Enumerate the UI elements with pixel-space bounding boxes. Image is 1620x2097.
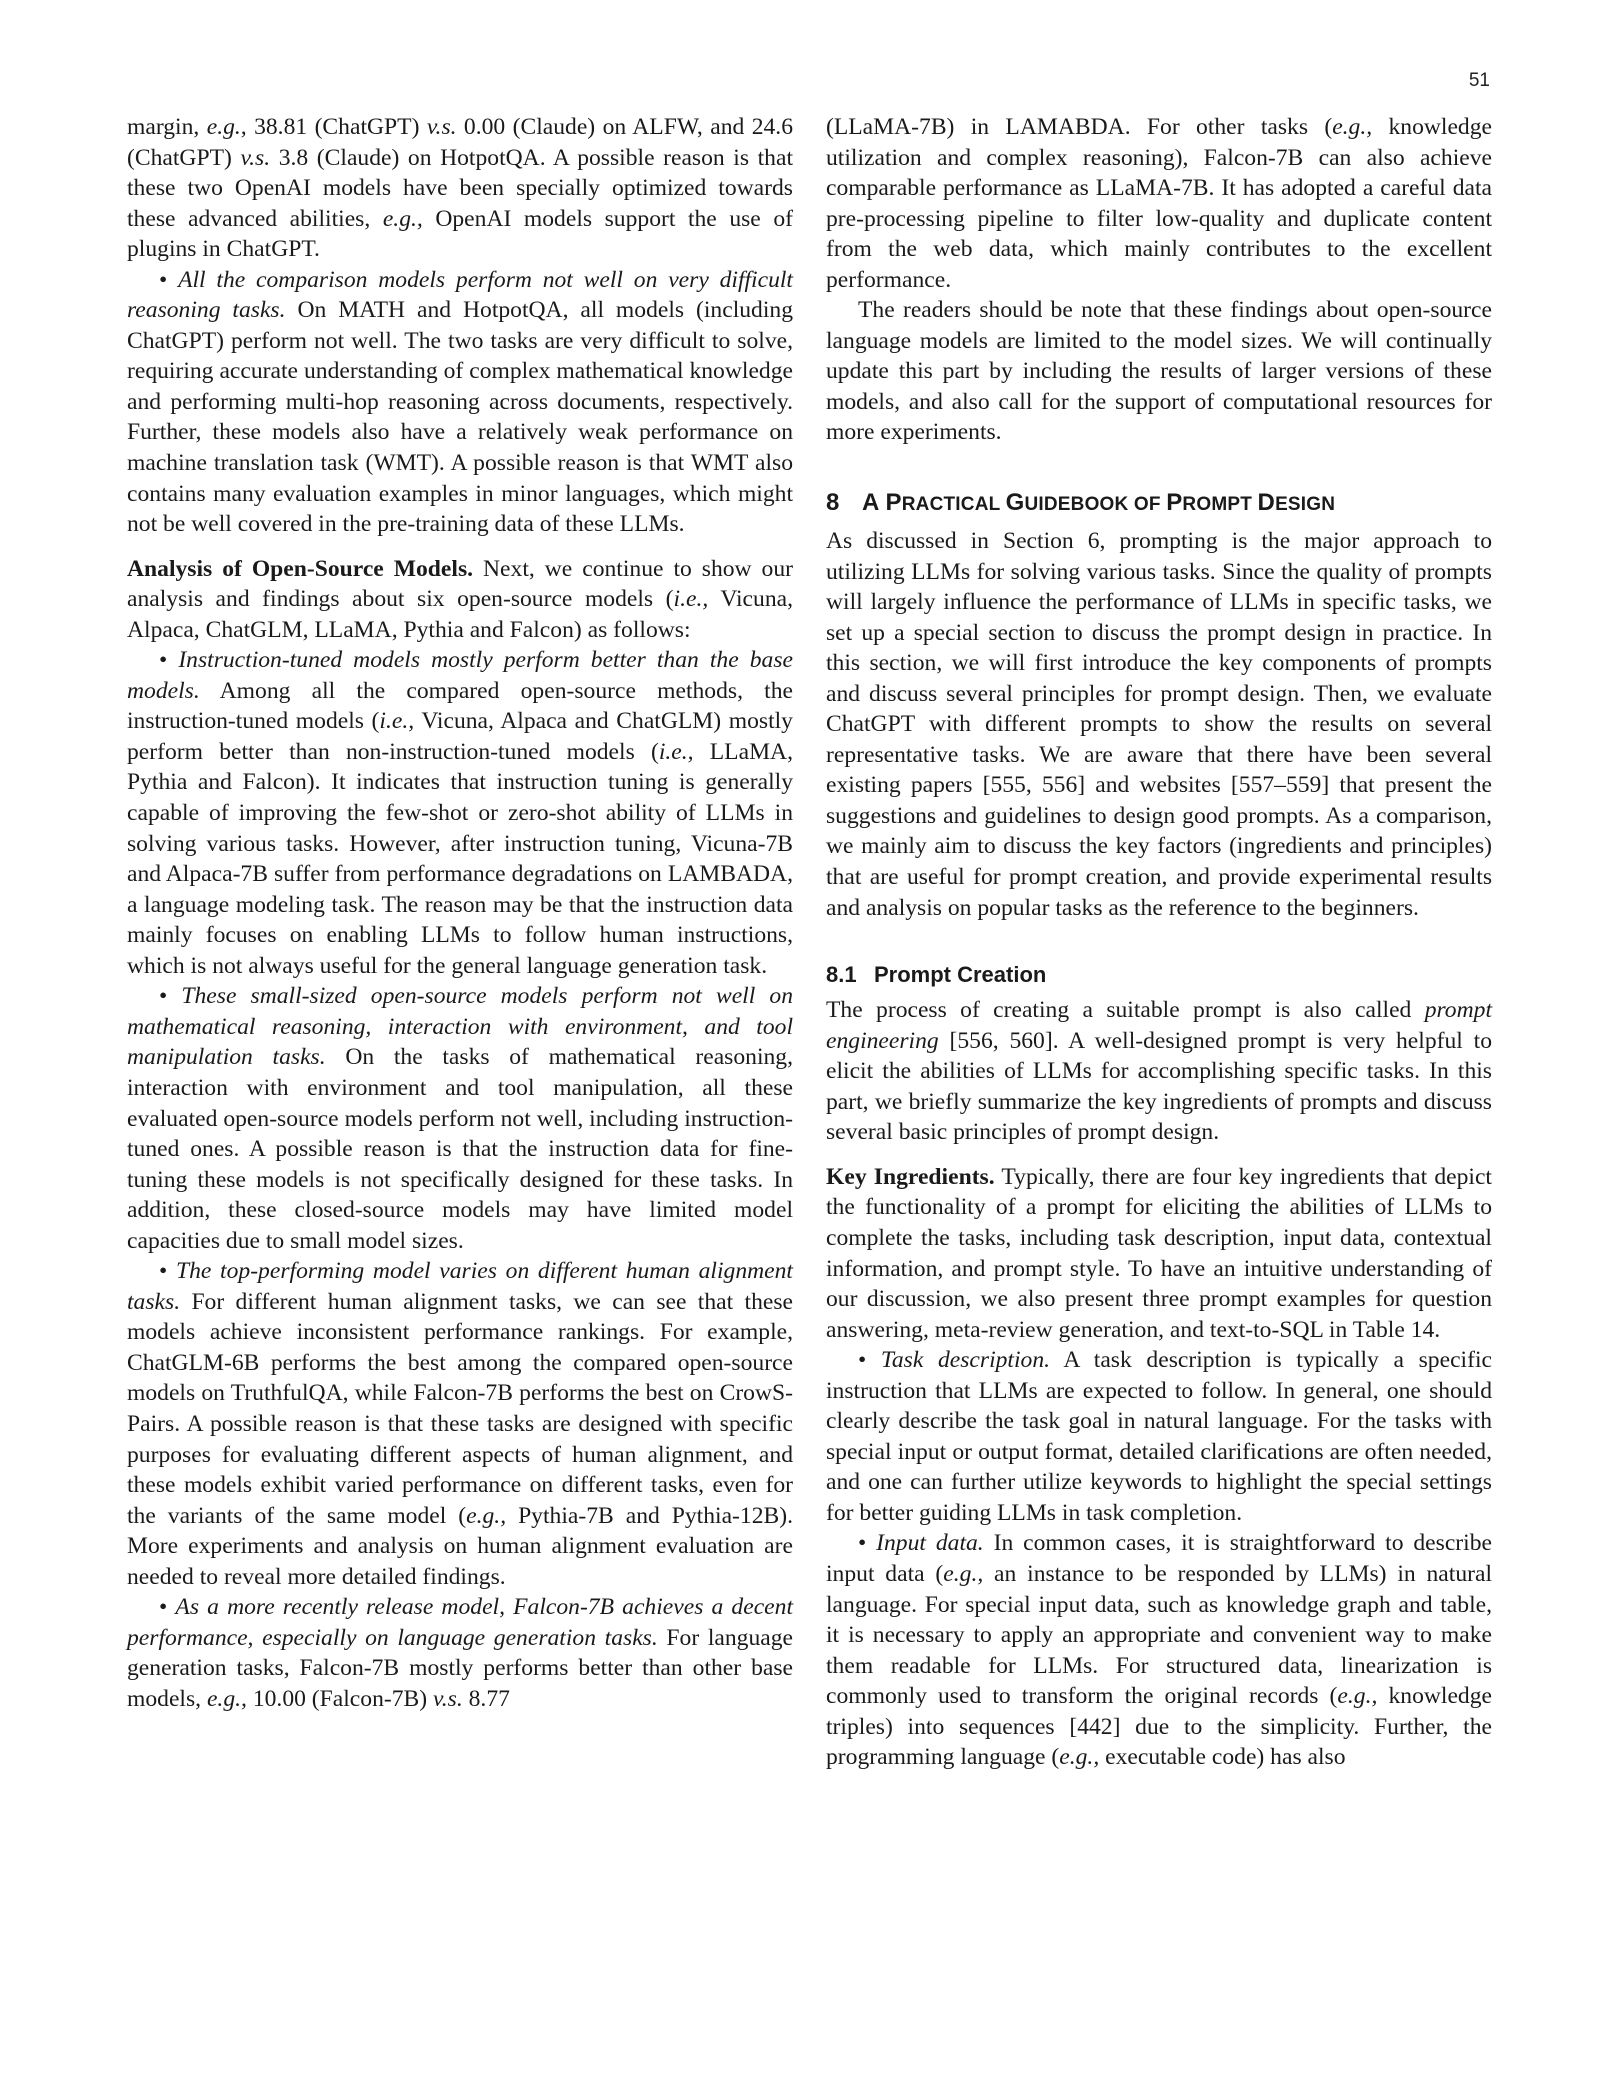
text: For different human alignment tasks, we can see that these models achieve inconsistent performance rankings. For example, ChatGLM-6B performs the best among the compared open-source models on TruthfulQA, while Falcon-7B performs the best on CrowS-Pairs. A possible reason is that these tasks are designed with specific purposes for evaluating different aspects of human alignment, and these models exhibit varied performance on different tasks, even for the variants of the same model ( [127,1288,793,1529]
bullet-body: A task description is typically a specific instruction that LLMs are expected to follow. In general, one should clearly describe the task goal in natural language. For the tasks with special input or output format, detailed clarifications are often needed, and one can further utilize keywords to highlight the special settings for better guiding LLMs in task completion. [826,1347,1492,1526]
text-italic: e.g., [206,114,247,140]
left-column [127,112,793,1714]
subsection-number: 8.1 [826,962,857,988]
text: 3.8 (Claude) on HotpotQA. A possible reason is that these two OpenAI models have been specially optimized towards these advanced abilities, [127,144,793,232]
text-italic: e.g., [1059,1744,1100,1771]
paragraph-readers-note: The readers should be note that these findings about open-source language models are limited to the model sizes. We will continually update this part by including the results of larger versions of these models, and also call for the support of computational resources for more experiments. [826,297,1492,446]
title-part-smallcaps: ESIGN [1275,494,1336,516]
bullet-title: • Instruction-tuned models mostly perform better than the base models. [127,647,793,704]
text: 38.81 (ChatGPT) [246,114,427,140]
paragraph-open-source-analysis [127,554,793,646]
text-italic: v.s. [426,114,457,140]
text: executable code) has also [1099,1744,1346,1771]
text: In common cases, it is straightforward to describe input data ( [826,1530,1492,1587]
title-part: A [862,489,886,517]
bullet-title: • The top-performing model varies on different human alignment tasks. [127,1258,793,1315]
bullet-task-description [826,1345,1492,1528]
text: knowledge utilization and complex reasoning), Falcon-7B can also achieve comparable performance as LLaMA-7B. It has adopted a careful data pre-processing pipeline to filter low-quality and duplicate content from the web data, which mainly contributes to the excellent performance. [826,114,1493,293]
section-number: 8 [826,489,840,517]
bullet-human-alignment [127,1256,793,1592]
bullet-falcon [127,1592,793,1714]
text: For language generation tasks, Falcon-7B mostly performs better than other base models, [127,1624,793,1712]
text: Vicuna, Alpaca, ChatGLM, LLaMA, Pythia and Falcon) as follows: [127,586,793,643]
text: Vicuna, Alpaca and ChatGLM) mostly perform better than non-instruction-tuned models ( [127,708,793,765]
text: (LLaMA-7B) in LAMABDA. For other tasks ( [826,114,1333,140]
bullet-hard-reasoning [127,265,793,540]
bullet-title: • Input data. [858,1530,984,1556]
text-italic: v.s. [433,1685,463,1712]
title-part: G [1005,489,1025,517]
bullet-title: • These small-sized open-source models perform not well on mathematical reasoning, interaction with environment, and tool manipulation tasks. [127,983,793,1070]
title-part: D [1257,489,1276,517]
title-part-smallcaps: ROMPT [1182,494,1258,516]
title-part-smallcaps: RACTICAL [901,494,1006,516]
text-italic: i.e., [673,586,709,613]
text: an instance to be responded by LLMs) in natural language. For special input data, such as knowledge graph and table, it is necessary to apply an appropriate and convenient way to make them readable for LLMs. For structured data, linearization is commonly used to transform the original records ( [826,1560,1492,1710]
text-italic: e.g., [206,1685,247,1712]
right-column [826,112,1492,1773]
text: [556, 560]. A well-designed prompt is very helpful to elicit the abilities of LLMs for accomplishing specific tasks. In this part, we briefly summarize the key ingredients of prompts and discuss several basic principles of prompt design. [826,1027,1492,1146]
text-italic: prompt engineering [826,997,1492,1054]
paragraph-prompt-creation [826,995,1492,1148]
title-part: P [885,489,902,517]
text-italic: e.g., [943,1560,984,1587]
paragraph-closed-source-margin [127,112,793,265]
title-part-smallcaps: UIDEBOOK OF [1024,494,1167,516]
text: Pythia-7B and Pythia-12B). More experiments and analysis on human alignment evaluation are needed to reveal more detailed findings. [127,1502,793,1590]
text-italic: i.e., [658,738,694,765]
text: margin, [127,114,207,140]
text-italic: v.s. [240,144,271,171]
paragraph-key-ingredients [826,1162,1492,1345]
bullet-title: • As a more recently release model, Falcon-7B achieves a decent performance, especially on language generation tasks. [127,1594,793,1651]
text-italic: i.e., [379,708,415,735]
text: 10.00 (Falcon-7B) [246,1685,434,1712]
subsection-title: Prompt Creation [874,962,1047,988]
text-italic: e.g., [1332,114,1373,140]
bullet-title: • All the comparison models perform not well on very difficult reasoning tasks. [127,267,793,324]
paragraph-falcon-continued [826,112,1492,295]
text-italic: e.g., [382,205,423,232]
text: Among all the compared open-source methods, the instruction-tuned models ( [127,677,793,735]
paragraph-heading: Analysis of Open-Source Models. [127,555,474,582]
bullet-instruction-tuned [127,645,793,981]
bullet-title: • Task description. [858,1347,1050,1373]
paragraph-section8-intro: As discussed in Section 6, prompting is the major approach to utilizing LLMs for solving various tasks. Since the quality of prompts will largely influence the performance of LLMs in specific tasks, we set up a special section to discuss the prompt design in practice. In this section, we will first introduce the key components of prompts and discuss several principles for prompt design. Then, we evaluate ChatGPT with different prompts to show the results on several representative tasks. We are aware that there have been several existing papers [555, 556] and websites [557–559] that present the suggestions and guidelines to design good prompts. As a comparison, we mainly aim to discuss the key factors (ingredients and principles) that are useful for prompt creation, and provide experimental results and analysis on popular tasks as the reference to the beginners. [826,528,1492,921]
text: OpenAI models support the use of plugins in ChatGPT. [127,205,793,263]
bullet-body: On MATH and HotpotQA, all models (including ChatGPT) perform not well. The two tasks are very difficult to solve, requiring accurate understanding of complex mathematical knowledge and performing multi-hop reasoning across documents, respectively. Further, these models also have a relatively weak performance on machine translation task (WMT). A possible reason is that WMT also contains many evaluation examples in minor languages, which might not be well covered in the pre-training data of these LLMs. [127,297,793,538]
text: 0.00 (Claude) on ALFW, and 24.6 (ChatGPT) [127,114,793,171]
text: The process of creating a suitable prompt is also called [826,997,1425,1024]
title-part: P [1166,489,1183,517]
subsection-heading-8-1 [826,961,1492,989]
page-number: 51 [1468,70,1490,91]
bullet-small-sized-models [127,981,793,1256]
paragraph-heading: Key Ingredients. [826,1163,995,1190]
text: knowledge triples) into sequences [442] due to the simplicity. Further, the programming language ( [826,1683,1492,1771]
section-heading-8 [826,488,1492,520]
text: LLaMA, Pythia and Falcon). It indicates that instruction tuning is generally capable of improving the few-shot or zero-shot ability of LLMs in solving various tasks. However, after instruction tuning, Vicuna-7B and Alpaca-7B suffer from performance degradations on LAMBADA, a language modeling task. The reason may be that the instruction data mainly focuses on enabling LLMs to follow human instructions, which is not always useful for the general language generation task. [127,738,793,979]
text-italic: e.g., [1337,1683,1378,1710]
text: 8.77 [462,1685,510,1712]
bullet-body: On the tasks of mathematical reasoning, interaction with environment and tool manipulation, all these evaluated open-source models perform not well, including instruction-tuned ones. A possible reason is that the instruction data for fine-tuning these models is not specifically designed for these tasks. In addition, these closed-source models may have limited model capacities due to small model sizes. [127,1044,793,1254]
bullet-input-data [826,1528,1492,1772]
text: Typically, there are four key ingredients that depict the functionality of a prompt for eliciting the abilities of LLMs to complete the tasks, including task description, input data, contextual information, and prompt style. To have an intuitive understanding of our discussion, we also present three prompt examples for question answering, meta-review generation, and text-to-SQL in Table 14. [826,1163,1492,1343]
text-italic: e.g., [466,1502,507,1529]
text: Next, we continue to show our analysis and findings about six open-source models ( [127,555,793,613]
section-title [862,489,1335,516]
